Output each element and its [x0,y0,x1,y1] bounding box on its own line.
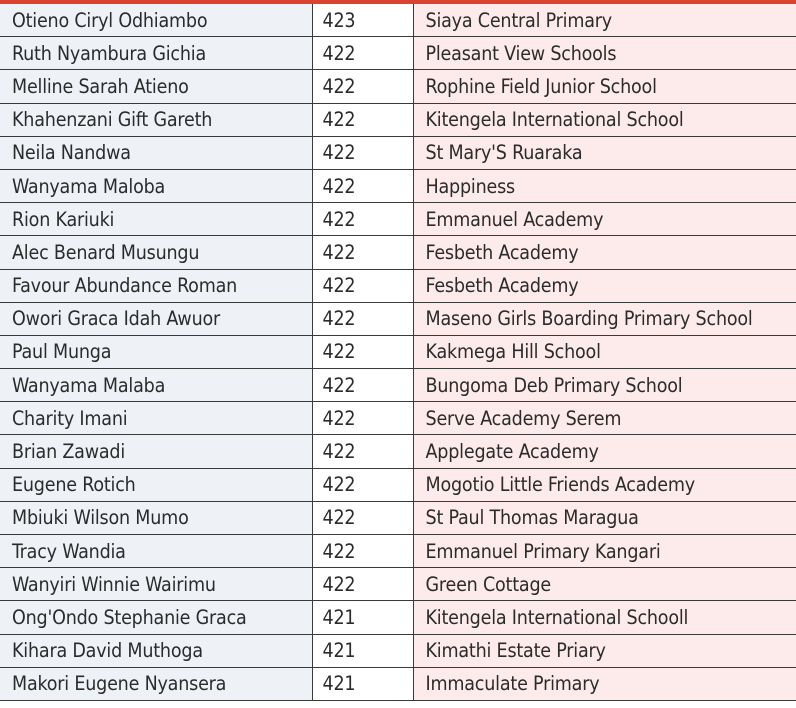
school-name-cell [413,501,796,534]
school-name-cell [413,203,796,236]
student-name-text: Kihara David Muthoga [12,639,203,663]
school-name-cell [413,269,796,302]
score-text: 422 [322,174,356,198]
score-text: 422 [322,74,356,98]
results-table [0,4,796,701]
score-cell [312,37,413,70]
student-name-cell [0,634,312,667]
table-row [0,634,796,667]
school-name-text: Fesbeth Academy [425,240,579,264]
school-name-cell [413,667,796,700]
score-text: 422 [322,274,356,298]
school-name-text: Fesbeth Academy [425,274,579,298]
score-cell [312,568,413,601]
student-name-cell [0,369,312,402]
table-row [0,236,796,269]
school-name-text: Bungoma Deb Primary School [425,373,683,397]
student-name-text: Ong'Ondo Stephanie Graca [12,605,247,629]
student-name-text: Wanyiri Winnie Wairimu [12,572,216,596]
student-name-cell [0,501,312,534]
student-name-cell [0,37,312,70]
student-name-text: Tracy Wandia [12,539,126,563]
score-cell [312,667,413,700]
school-name-text: Kitengela International School [425,108,684,132]
score-cell [312,103,413,136]
student-name-cell [0,103,312,136]
score-text: 422 [322,41,356,65]
school-name-cell [413,4,796,37]
table-row [0,70,796,103]
student-name-cell [0,203,312,236]
score-text: 422 [322,340,356,364]
student-name-cell [0,435,312,468]
table-row [0,269,796,302]
student-name-text: Paul Munga [12,340,112,364]
score-text: 422 [322,207,356,231]
table-row [0,468,796,501]
score-cell [312,302,413,335]
score-text: 422 [322,141,356,165]
student-name-cell [0,468,312,501]
score-cell [312,4,413,37]
score-text: 422 [322,240,356,264]
score-text: 422 [322,473,356,497]
table-row [0,568,796,601]
results-table-container [0,4,796,701]
score-text: 421 [322,672,356,696]
score-cell [312,169,413,202]
school-name-text: Emmanuel Primary Kangari [425,539,661,563]
student-name-text: Wanyama Maloba [12,174,166,198]
score-text: 422 [322,539,356,563]
student-name-cell [0,302,312,335]
score-cell [312,369,413,402]
student-name-text: Favour Abundance Roman [12,274,238,298]
school-name-cell [413,70,796,103]
school-name-cell [413,335,796,368]
score-cell [312,136,413,169]
student-name-cell [0,236,312,269]
student-name-cell [0,402,312,435]
student-name-text: Mbiuki Wilson Mumo [12,506,189,530]
school-name-text: Pleasant View Schools [425,41,617,65]
school-name-text: St Paul Thomas Maragua [425,506,639,530]
school-name-cell [413,535,796,568]
student-name-cell [0,335,312,368]
student-name-text: Melline Sarah Atieno [12,74,189,98]
score-cell [312,535,413,568]
score-text: 422 [322,108,356,132]
score-cell [312,501,413,534]
student-name-cell [0,70,312,103]
student-name-text: Makori Eugene Nyansera [12,672,227,696]
table-row [0,37,796,70]
school-name-text: Rophine Field Junior School [425,74,657,98]
student-name-cell [0,568,312,601]
school-name-text: Kitengela International Schooll [425,605,689,629]
table-row [0,203,796,236]
school-name-text: Maseno Girls Boarding Primary School [425,307,753,331]
school-name-text: Kimathi Estate Priary [425,639,606,663]
student-name-text: Charity Imani [12,406,128,430]
results-table-body [0,4,796,700]
student-name-text: Neila Nandwa [12,141,131,165]
table-row [0,4,796,37]
student-name-text: Alec Benard Musungu [12,240,200,264]
school-name-text: Green Cottage [425,572,551,596]
school-name-text: St Mary'S Ruaraka [425,141,583,165]
score-text: 422 [322,506,356,530]
student-name-text: Rion Kariuki [12,207,115,231]
table-row [0,103,796,136]
table-row [0,535,796,568]
school-name-text: Emmanuel Academy [425,207,604,231]
table-row [0,435,796,468]
school-name-cell [413,634,796,667]
student-name-text: Wanyama Malaba [12,373,166,397]
school-name-cell [413,136,796,169]
table-row [0,302,796,335]
score-text: 423 [322,8,356,32]
score-cell [312,601,413,634]
student-name-cell [0,4,312,37]
school-name-cell [413,236,796,269]
school-name-cell [413,369,796,402]
school-name-cell [413,435,796,468]
score-cell [312,468,413,501]
table-row [0,667,796,700]
score-cell [312,236,413,269]
student-name-text: Eugene Rotich [12,473,136,497]
school-name-cell [413,601,796,634]
student-name-text: Brian Zawadi [12,440,126,464]
school-name-cell [413,302,796,335]
student-name-text: Khahenzani Gift Gareth [12,108,213,132]
table-row [0,369,796,402]
student-name-text: Otieno Ciryl Odhiambo [12,8,208,32]
student-name-text: Ruth Nyambura Gichia [12,41,206,65]
table-row [0,169,796,202]
score-text: 422 [322,440,356,464]
score-text: 422 [322,572,356,596]
school-name-cell [413,568,796,601]
table-row [0,402,796,435]
school-name-text: Happiness [425,174,516,198]
table-row [0,136,796,169]
school-name-text: Mogotio Little Friends Academy [425,473,695,497]
score-text: 422 [322,406,356,430]
score-text: 422 [322,373,356,397]
school-name-cell [413,37,796,70]
student-name-cell [0,169,312,202]
school-name-cell [413,402,796,435]
score-cell [312,269,413,302]
score-text: 421 [322,639,356,663]
score-cell [312,435,413,468]
student-name-text: Owori Graca Idah Awuor [12,307,221,331]
score-cell [312,402,413,435]
student-name-cell [0,269,312,302]
student-name-cell [0,136,312,169]
score-cell [312,634,413,667]
table-row [0,501,796,534]
school-name-cell [413,468,796,501]
score-text: 421 [322,605,356,629]
student-name-cell [0,535,312,568]
school-name-text: Immaculate Primary [425,672,600,696]
school-name-text: Kakmega Hill School [425,340,601,364]
score-cell [312,335,413,368]
school-name-cell [413,103,796,136]
school-name-text: Siaya Central Primary [425,8,612,32]
table-row [0,601,796,634]
score-cell [312,70,413,103]
student-name-cell [0,601,312,634]
school-name-cell [413,169,796,202]
table-row [0,335,796,368]
score-text: 422 [322,307,356,331]
score-cell [312,203,413,236]
school-name-text: Serve Academy Serem [425,406,622,430]
school-name-text: Applegate Academy [425,440,599,464]
student-name-cell [0,667,312,700]
